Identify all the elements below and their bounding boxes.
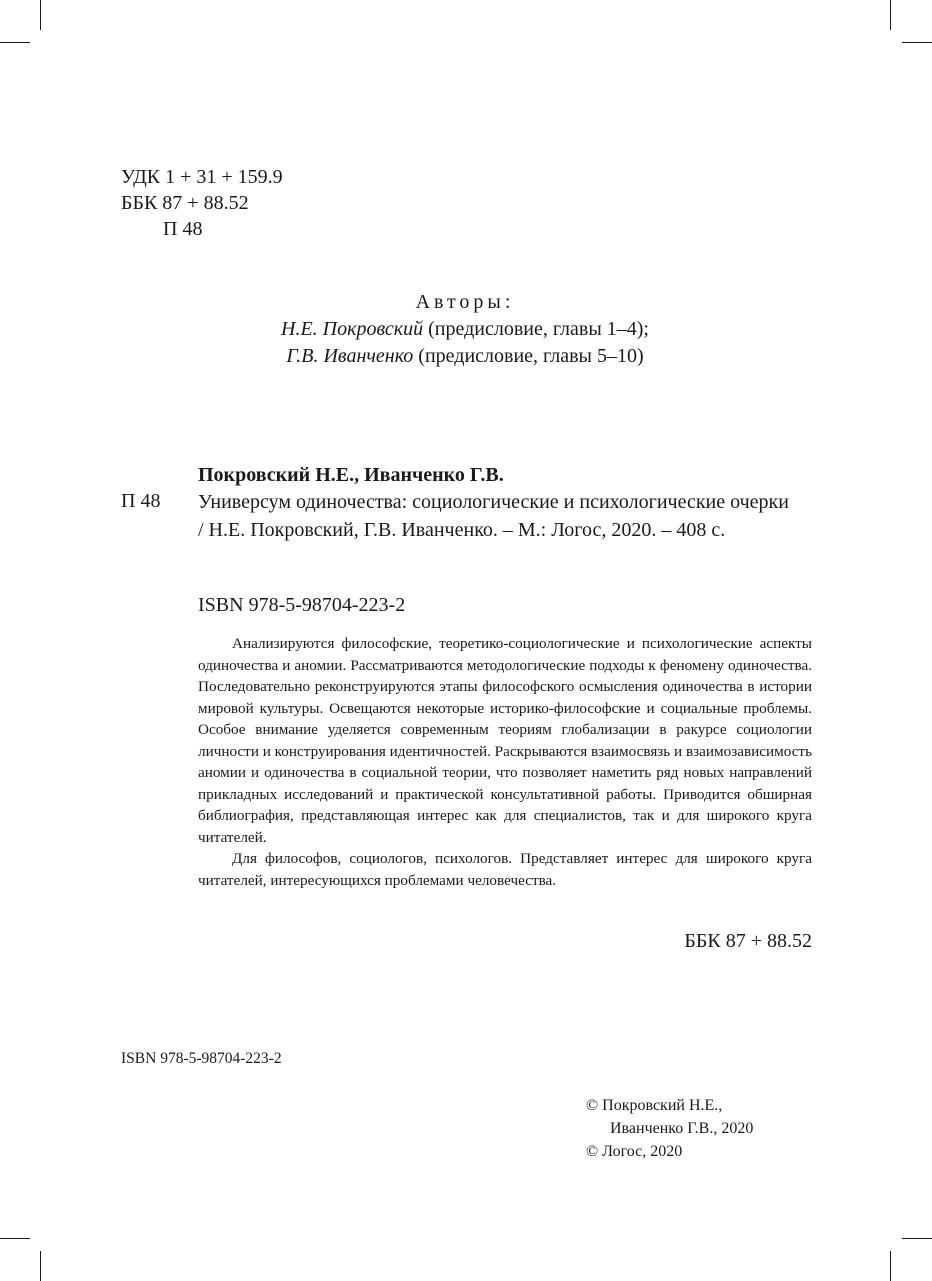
annotation-paragraph: Для философов, социологов, психологов. Представляет интерес для широкого круга читателей, интересующихся проблемами человечества.	[198, 850, 812, 889]
bbk-footer: ББК 87 + 88.52	[684, 930, 812, 952]
bbk-code: ББК 87 + 88.52	[121, 192, 249, 214]
crop-mark-top-right-h	[902, 42, 932, 43]
crop-mark-bottom-left-h	[0, 1238, 30, 1239]
author-mark: П 48	[163, 218, 203, 240]
copyright-block	[586, 1094, 753, 1163]
udk-code: УДК 1 + 31 + 159.9	[121, 166, 283, 188]
author-name-1: Н.Е. Покровский	[281, 318, 424, 340]
isbn-footer: ISBN 978-5-98704-223-2	[121, 1050, 282, 1067]
copyright-line-2: Иванченко Г.В., 2020	[610, 1120, 754, 1137]
biblio-mark: П 48	[121, 490, 161, 512]
author-line-1	[240, 316, 690, 343]
copyright-line-3: © Логос, 2020	[586, 1143, 683, 1160]
author-name-2: Г.В. Иванченко	[286, 345, 414, 367]
annotation	[198, 633, 812, 891]
crop-mark-bottom-left-v	[40, 1251, 41, 1281]
crop-mark-bottom-right-v	[890, 1251, 891, 1281]
author-role-1: (предисловие, главы 1–4);	[423, 318, 649, 340]
copyright-line-1: © Покровский Н.Е.,	[586, 1097, 723, 1114]
crop-mark-bottom-right-h	[902, 1238, 932, 1239]
annotation-paragraph: Анализируются философские, теоретико-социологические и психологические аспекты одиночества и аномии. Рассматриваются методологические подходы к феномену одиночества. Последовательно реконструируются этапы философского осмысления одиночества в истории мировой культуры. Освещаются некоторые историко-философские и социальные проблемы. Особое внимание уделяется современным теориям глобализации в ракурсе социологии личности и конструирования идентичностей. Раскрываются взаимосвязь и взаимозависимость аномии и одиночества в социальной теории, что позволяет наметить ряд новых направлений прикладных исследований и практической консультативной работы. Приводится обширная библиография, представляющая интерес как для специалистов, так и для широкого круга читателей.	[198, 635, 812, 846]
crop-mark-top-left-h	[0, 42, 30, 43]
classification-codes	[121, 164, 283, 242]
author-role-2: (предисловие, главы 5–10)	[413, 345, 644, 367]
authors-block	[240, 289, 690, 370]
crop-mark-top-left-v	[40, 0, 41, 30]
isbn-main: ISBN 978-5-98704-223-2	[198, 594, 406, 616]
author-line-2	[240, 343, 690, 370]
biblio-authors-heading: Покровский Н.Е., Иванченко Г.В.	[198, 464, 504, 486]
authors-heading: Авторы:	[415, 291, 515, 313]
biblio-description: Универсум одиночества: социологические и психологические очерки / Н.Е. Покровский, Г.В. Иванченко. – М.: Логос, 2020. – 408 с.	[198, 491, 789, 541]
crop-mark-top-right-v	[890, 0, 891, 30]
